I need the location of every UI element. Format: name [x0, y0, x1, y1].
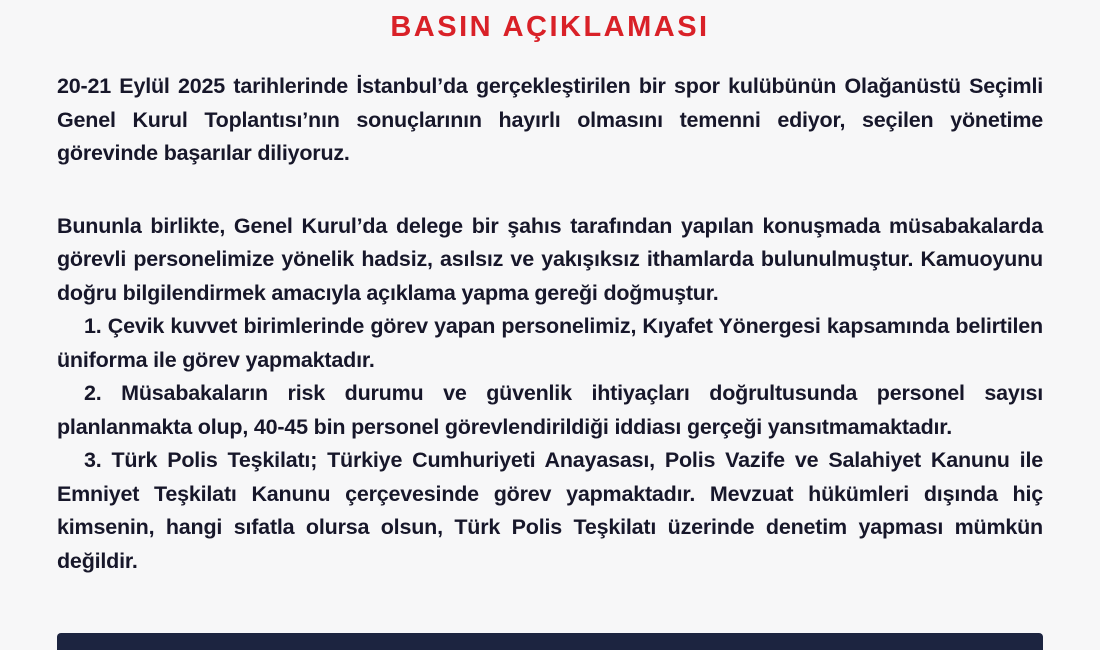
list-item-2: 2. Müsabakaların risk durumu ve güvenlik ihtiyaçları doğrultusunda personel sayısı planlanmakta olup, 40-45 bin personel görevlendirildiği iddiası gerçeği yansıtmamaktadır.	[57, 381, 1043, 439]
paragraph-intro: 20-21 Eylül 2025 tarihlerinde İstanbul’da gerçekleştirilen bir spor kulübünün Olağanüstü Seçimli Genel Kurul Toplantısı’nın sonuçlarının hayırlı olmasını temenni ediyor, seçilen yönetime görevinde başarılar diliyoruz.	[57, 74, 1043, 165]
document-body	[57, 70, 1043, 578]
list-item-3: 3. Türk Polis Teşkilatı; Türkiye Cumhuriyeti Anayasası, Polis Vazife ve Salahiyet Kanunu ile Emniyet Teşkilatı Kanunu çerçevesinde görev yapmaktadır. Mevzuat hükümleri dışında hiç kimsenin, hangi sıfatla olursa olsun, Türk Polis Teşkilatı üzerinde denetim yapması mümkün değildir.	[57, 448, 1043, 573]
redacted-signature-bar	[57, 633, 1043, 650]
page-title: BASIN AÇIKLAMASI	[390, 11, 710, 43]
paragraph-context: Bununla birlikte, Genel Kurul’da delege bir şahıs tarafından yapılan konuşmada müsabakalarda görevli personelimize yönelik hadsiz, asılsız ve yakışıksız ithamlarda bulunulmuştur. Kamuoyunu doğru bilgilendirmek amacıyla açıklama yapma gereği doğmuştur.	[57, 213, 1043, 305]
list-item-1: 1. Çevik kuvvet birimlerinde görev yapan personelimiz, Kıyafet Yönergesi kapsamında belirtilen üniforma ile görev yapmaktadır.	[57, 314, 1043, 372]
